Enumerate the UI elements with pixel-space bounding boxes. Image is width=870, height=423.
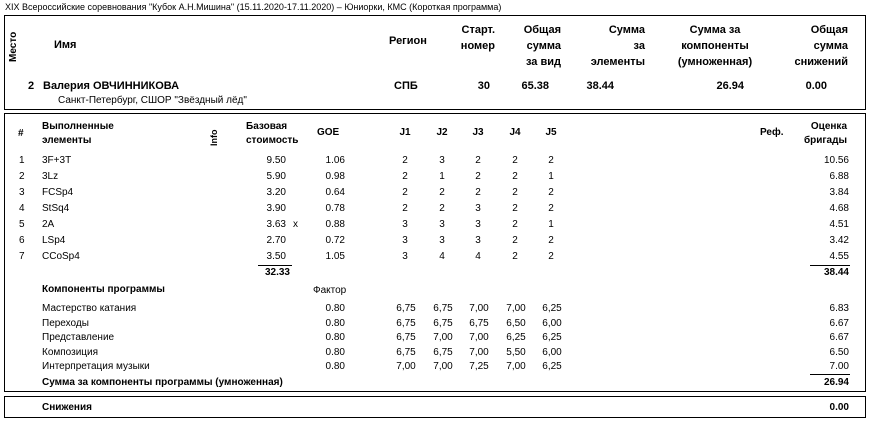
- element-code: LSp4: [42, 235, 66, 246]
- judge-1-header: J1: [399, 127, 411, 138]
- element-judge-4: 2: [512, 235, 518, 246]
- element-base-value: 9.50: [266, 155, 286, 166]
- component-factor: 0.80: [325, 303, 345, 314]
- element-judge-4: 2: [512, 203, 518, 214]
- skater-total-score: 65.38: [521, 80, 549, 92]
- components-sum-label: Сумма за компоненты программы (умноженная): [42, 377, 283, 388]
- element-judge-2: 1: [439, 171, 445, 182]
- skater-name: Валерия ОВЧИННИКОВА: [43, 80, 180, 92]
- element-goe: 0.78: [325, 203, 345, 214]
- judge-3-header: J3: [472, 127, 484, 138]
- components-score-header: Сумма за компоненты (умноженная): [677, 24, 753, 68]
- element-goe: 0.64: [325, 187, 345, 198]
- element-score: 3.84: [829, 187, 849, 198]
- element-code: 2A: [42, 219, 55, 230]
- element-base-value: 3.90: [266, 203, 286, 214]
- element-judge-1: 3: [402, 219, 408, 230]
- component-judge-1: 6,75: [396, 332, 416, 344]
- component-name: Мастерство катания: [42, 303, 137, 314]
- component-judge-2: 6,75: [433, 346, 453, 358]
- component-name: Представление: [42, 332, 115, 344]
- element-number: 3: [19, 187, 25, 198]
- component-judge-3: 7,25: [469, 361, 489, 373]
- element-number: 4: [19, 203, 25, 214]
- element-judge-1: 2: [402, 155, 408, 166]
- deductions-label: Снижения: [42, 402, 92, 413]
- element-judge-3: 3: [475, 219, 481, 230]
- deductions-value: 0.00: [829, 402, 849, 413]
- factor-header: Фактор: [313, 285, 347, 296]
- elements-header: Выполненные элементы: [42, 121, 114, 146]
- component-score: 6.83: [829, 303, 849, 314]
- skater-club: Санкт-Петербург, СШОР "Звёздный лёд": [58, 95, 247, 106]
- element-score: 10.56: [823, 155, 849, 166]
- region-header: Регион: [389, 35, 427, 47]
- element-base-value: 2.70: [266, 235, 286, 246]
- component-judge-3: 7,00: [469, 332, 489, 344]
- element-judge-1: 2: [402, 203, 408, 214]
- element-goe: 0.72: [325, 235, 345, 246]
- component-factor: 0.80: [325, 361, 345, 373]
- element-goe: 0.98: [325, 171, 345, 182]
- component-judge-2: 7,00: [433, 361, 453, 373]
- element-code: StSq4: [42, 203, 70, 214]
- skater-place: 2: [28, 80, 35, 92]
- element-judge-2: 3: [439, 235, 445, 246]
- skater-components-score: 26.94: [716, 80, 744, 92]
- element-judge-3: 3: [475, 203, 481, 214]
- element-base-value: 5.90: [266, 171, 286, 182]
- skater-region: СПБ: [394, 80, 418, 92]
- component-judge-2: 6,75: [433, 317, 453, 329]
- panel-score-header: Оценка бригады: [803, 121, 847, 146]
- element-judge-3: 2: [475, 187, 481, 198]
- base-value-total: 32.33: [264, 267, 290, 278]
- element-judge-5: 2: [548, 155, 554, 166]
- element-judge-1: 2: [402, 187, 408, 198]
- element-judge-1: 3: [402, 235, 408, 246]
- component-judge-3: 7,00: [469, 346, 489, 358]
- element-judge-4: 2: [512, 171, 518, 182]
- name-header: Имя: [54, 39, 77, 51]
- component-judge-4: 7,00: [506, 303, 526, 314]
- element-judge-2: 3: [439, 155, 445, 166]
- base-value-header: Базовая стоимость: [246, 121, 299, 146]
- element-number: 6: [19, 235, 25, 246]
- element-judge-3: 2: [475, 155, 481, 166]
- judge-5-header: J5: [545, 127, 557, 138]
- element-judge-3: 3: [475, 235, 481, 246]
- element-judge-3: 2: [475, 171, 481, 182]
- element-code: CCoSp4: [42, 251, 80, 262]
- element-judge-4: 2: [512, 251, 518, 262]
- element-number: 2: [19, 171, 25, 182]
- element-code: 3Lz: [42, 171, 59, 182]
- element-goe: 1.05: [325, 251, 345, 262]
- component-judge-1: 6,75: [396, 346, 416, 358]
- element-number: 7: [19, 251, 25, 262]
- ref-header: Реф.: [760, 127, 784, 138]
- element-judge-2: 2: [439, 203, 445, 214]
- element-judge-1: 3: [402, 251, 408, 262]
- element-judge-4: 2: [512, 219, 518, 230]
- component-score: 6.50: [829, 346, 849, 358]
- element-score: 3.42: [829, 235, 849, 246]
- components-title: Компоненты программы: [42, 284, 165, 295]
- components-total-rule: [810, 374, 850, 375]
- element-judge-5: 2: [548, 187, 554, 198]
- component-score: 6.67: [829, 332, 849, 344]
- element-base-value: 3.20: [266, 187, 286, 198]
- element-judge-5: 2: [548, 203, 554, 214]
- component-factor: 0.80: [325, 317, 345, 329]
- component-judge-1: 6,75: [396, 303, 416, 314]
- component-judge-5: 6,25: [542, 361, 562, 373]
- component-name: Композиция: [42, 346, 99, 358]
- element-judge-5: 2: [548, 251, 554, 262]
- event-title: XIX Всероссийские соревнования "Кубок А.Н.Мишина" (15.11.2020-17.11.2020) – Юниорки, КМС (Короткая программа): [5, 2, 502, 12]
- num-header: #: [18, 128, 24, 139]
- skater-start-number: 30: [477, 80, 490, 92]
- element-judge-5: 2: [548, 235, 554, 246]
- element-judge-2: 3: [439, 219, 445, 230]
- component-judge-5: 6,25: [542, 332, 562, 344]
- goe-header: GOE: [317, 127, 340, 138]
- components-sum: 26.94: [823, 377, 849, 388]
- component-judge-5: 6,00: [542, 317, 562, 329]
- element-score: 6.88: [829, 171, 849, 182]
- element-number: 5: [19, 219, 25, 230]
- component-judge-4: 6,50: [506, 317, 526, 329]
- element-judge-3: 4: [475, 251, 481, 262]
- base-total-rule: [258, 265, 292, 266]
- element-bonus-mark: x: [293, 219, 298, 230]
- component-judge-1: 7,00: [396, 361, 416, 373]
- deductions-header: Общая сумма снижений: [794, 24, 848, 68]
- component-factor: 0.80: [325, 346, 345, 358]
- element-code: FCSp4: [42, 187, 74, 198]
- element-judge-2: 2: [439, 187, 445, 198]
- component-judge-1: 6,75: [396, 317, 416, 329]
- skater-deductions: 0.00: [805, 80, 827, 92]
- component-judge-3: 7,00: [469, 303, 489, 314]
- component-judge-5: 6,25: [542, 303, 562, 314]
- component-name: Интерпретация музыки: [42, 361, 150, 373]
- total-score-header: Общая сумма за вид: [523, 24, 561, 68]
- deductions-box: [4, 396, 866, 418]
- judge-2-header: J2: [436, 127, 448, 138]
- component-name: Переходы: [42, 317, 89, 329]
- element-score: 4.55: [829, 251, 849, 262]
- component-factor: 0.80: [325, 332, 345, 344]
- judge-4-header: J4: [509, 127, 521, 138]
- element-goe: 0.88: [325, 219, 345, 230]
- skater-elements-score: 38.44: [586, 80, 614, 92]
- info-header: Info: [209, 129, 219, 146]
- element-score: 4.68: [829, 203, 849, 214]
- elements-score-header: Сумма за элементы: [590, 24, 645, 68]
- element-base-value: 3.50: [266, 251, 286, 262]
- element-code: 3F+3T: [42, 155, 72, 166]
- element-judge-5: 1: [548, 219, 554, 230]
- element-base-value: 3.63: [266, 219, 286, 230]
- place-header: Место: [8, 31, 19, 62]
- component-judge-5: 6,00: [542, 346, 562, 358]
- elements-score-total: 38.44: [823, 267, 849, 278]
- component-judge-4: 7,00: [506, 361, 526, 373]
- element-judge-1: 2: [402, 171, 408, 182]
- element-goe: 1.06: [325, 155, 345, 166]
- component-judge-2: 6,75: [433, 303, 453, 314]
- element-judge-2: 4: [439, 251, 445, 262]
- component-judge-3: 6,75: [469, 317, 489, 329]
- score-total-rule: [810, 265, 850, 266]
- component-judge-4: 5,50: [506, 346, 526, 358]
- component-judge-2: 7,00: [433, 332, 453, 344]
- element-judge-5: 1: [548, 171, 554, 182]
- component-score: 6.67: [829, 317, 849, 329]
- component-judge-4: 6,25: [506, 332, 526, 344]
- component-score: 7.00: [829, 361, 849, 373]
- start-number-header: Старт. номер: [460, 24, 495, 52]
- element-judge-4: 2: [512, 187, 518, 198]
- element-judge-4: 2: [512, 155, 518, 166]
- element-number: 1: [19, 155, 25, 166]
- element-score: 4.51: [829, 219, 849, 230]
